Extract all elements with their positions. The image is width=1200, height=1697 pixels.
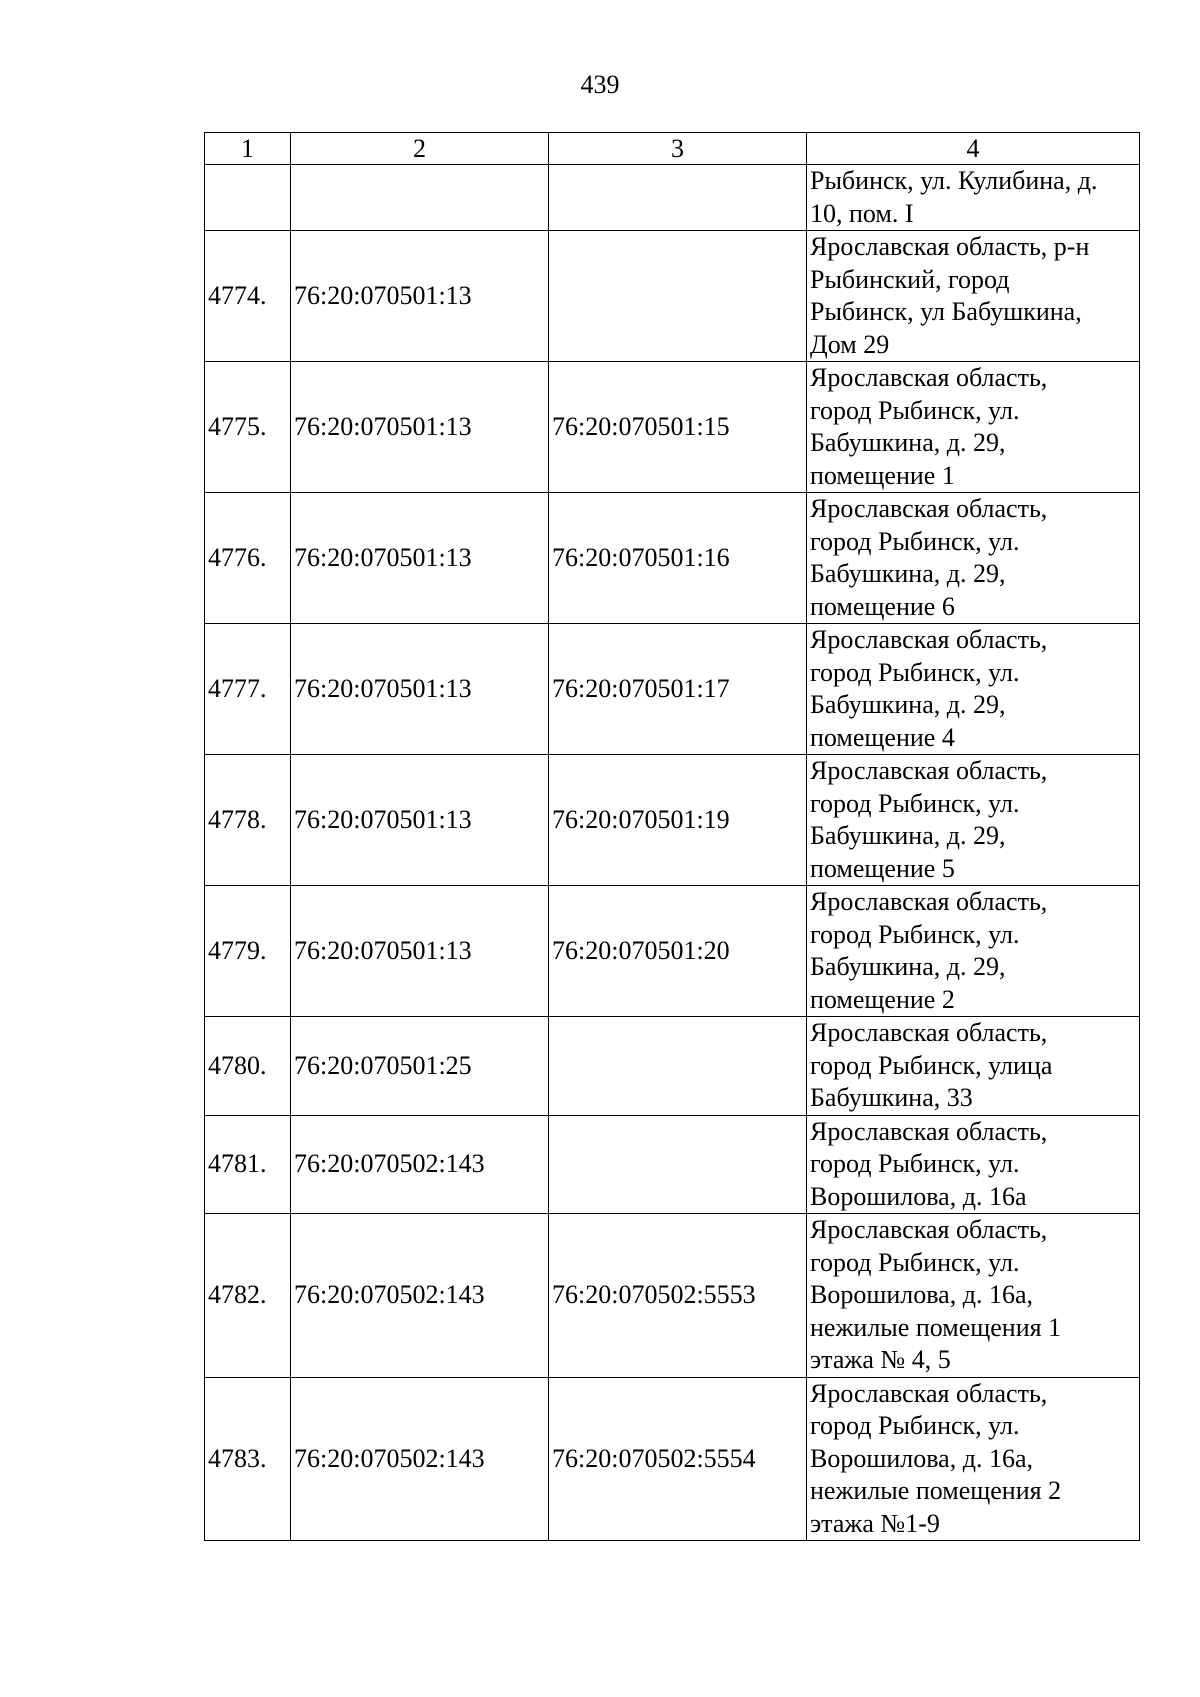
table-row: [205, 362, 1140, 493]
object-cadastral-number: 76:20:070501:16: [549, 493, 807, 624]
table-row: [205, 493, 1140, 624]
table-header-row: [205, 133, 1140, 165]
address: Ярославская область, город Рыбинск, ул. Бабушкина, д. 29, помещение 4: [807, 624, 1140, 755]
row-number: [205, 165, 291, 231]
object-cadastral-number: 76:20:070501:15: [549, 362, 807, 493]
object-cadastral-number: 76:20:070501:19: [549, 755, 807, 886]
table-row: [205, 886, 1140, 1017]
address: Ярославская область, город Рыбинск, ул. Бабушкина, д. 29, помещение 2: [807, 886, 1140, 1017]
page-number: 439: [580, 70, 620, 99]
address: Ярославская область, город Рыбинск, ул. Бабушкина, д. 29, помещение 5: [807, 755, 1140, 886]
column-header-3: 3: [549, 133, 807, 165]
table-row: [205, 1214, 1140, 1378]
object-cadastral-number: 76:20:070502:5554: [549, 1377, 807, 1541]
address: Ярославская область, город Рыбинск, ул. Бабушкина, д. 29, помещение 1: [807, 362, 1140, 493]
object-cadastral-number: [549, 1017, 807, 1116]
object-cadastral-number: 76:20:070501:17: [549, 624, 807, 755]
cadastral-number: 76:20:070502:143: [291, 1115, 549, 1214]
cadastral-number: 76:20:070502:143: [291, 1214, 549, 1378]
column-header-1: 1: [205, 133, 291, 165]
cadastral-number: 76:20:070501:25: [291, 1017, 549, 1116]
table-row: [205, 165, 1140, 231]
address: Ярославская область, город Рыбинск, улица Бабушкина, 33: [807, 1017, 1140, 1116]
table-row: [205, 1017, 1140, 1116]
object-cadastral-number: [549, 165, 807, 231]
row-number: 4775.: [205, 362, 291, 493]
row-number: 4783.: [205, 1377, 291, 1541]
object-cadastral-number: 76:20:070501:20: [549, 886, 807, 1017]
address: Рыбинск, ул. Кулибина, д. 10, пом. I: [807, 165, 1140, 231]
address: Ярославская область, город Рыбинск, ул. Ворошилова, д. 16а: [807, 1115, 1140, 1214]
table-row: [205, 1115, 1140, 1214]
cadastral-number: 76:20:070501:13: [291, 231, 549, 362]
table-row: [205, 1377, 1140, 1541]
column-header-4: 4: [807, 133, 1140, 165]
registry-table: [204, 132, 1140, 1541]
row-number: 4777.: [205, 624, 291, 755]
table-row: [205, 231, 1140, 362]
row-number: 4778.: [205, 755, 291, 886]
row-number: 4774.: [205, 231, 291, 362]
row-number: 4781.: [205, 1115, 291, 1214]
row-number: 4782.: [205, 1214, 291, 1378]
address: Ярославская область, город Рыбинск, ул. Ворошилова, д. 16а, нежилые помещения 1 этажа № 4, 5: [807, 1214, 1140, 1378]
address: Ярославская область, р-н Рыбинский, город Рыбинск, ул Бабушкина, Дом 29: [807, 231, 1140, 362]
row-number: 4776.: [205, 493, 291, 624]
object-cadastral-number: [549, 231, 807, 362]
cadastral-number: 76:20:070501:13: [291, 493, 549, 624]
table-row: [205, 624, 1140, 755]
address: Ярославская область, город Рыбинск, ул. Ворошилова, д. 16а, нежилые помещения 2 этажа №1-9: [807, 1377, 1140, 1541]
cadastral-number: [291, 165, 549, 231]
table-row: [205, 755, 1140, 886]
row-number: 4780.: [205, 1017, 291, 1116]
column-header-2: 2: [291, 133, 549, 165]
address: Ярославская область, город Рыбинск, ул. Бабушкина, д. 29, помещение 6: [807, 493, 1140, 624]
cadastral-number: 76:20:070501:13: [291, 362, 549, 493]
cadastral-number: 76:20:070501:13: [291, 886, 549, 1017]
object-cadastral-number: 76:20:070502:5553: [549, 1214, 807, 1378]
cadastral-number: 76:20:070501:13: [291, 755, 549, 886]
row-number: 4779.: [205, 886, 291, 1017]
cadastral-number: 76:20:070502:143: [291, 1377, 549, 1541]
object-cadastral-number: [549, 1115, 807, 1214]
cadastral-number: 76:20:070501:13: [291, 624, 549, 755]
